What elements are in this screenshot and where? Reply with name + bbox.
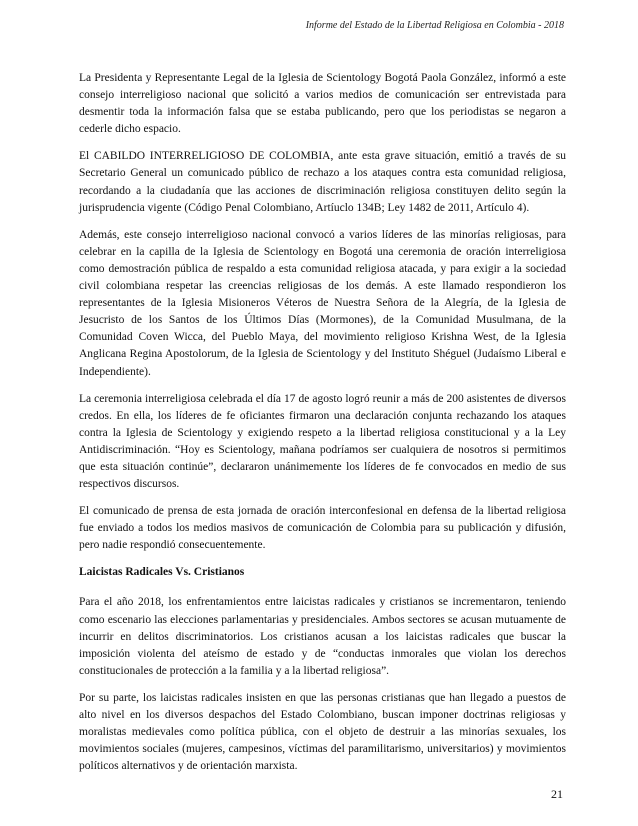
section-heading: Laicistas Radicales Vs. Cristianos <box>79 566 245 579</box>
running-header: Informe del Estado de la Libertad Religiosa en Colombia - 2018 <box>305 20 564 31</box>
paragraph: Para el año 2018, los enfrentamientos entre laicistas radicales y cristianos se incrementaron, teniendo como escenario las elecciones parlamentarias y presidenciales. Ambos sectores se acusan mutuamente de incurrir en delitos discriminatorios. Los cristianos acusan a los laicistas radicales que buscar la imposición violenta del ateísmo de estado y de “conductas inmorales que violan los derechos constitucionales de protección a la familia y a la libertad religiosa”. <box>79 596 566 677</box>
paragraph: El CABILDO INTERRELIGIOSO DE COLOMBIA, ante esta grave situación, emitió a través de su Secretario General un comunicado público de rechazo a los ataques contra esta comunidad religiosa, recordando a la ciudadanía que las acciones de discriminación religiosa constituyen delito según la jurisprudencia vigente (Código Penal Colombiano, Artíuclo 134B; Ley 1482 de 2011, Artículo 4). <box>79 150 566 214</box>
paragraph: Además, este consejo interreligioso nacional convocó a varios líderes de las minorías religiosas, para celebrar en la capilla de la Iglesia de Scientology en Bogotá una ceremonia de oración interreligiosa como demostración pública de respaldo a esta comunidad religiosa atacada, y para exigir a la sociedad civil colombiana respetar las creencias religiosas de los demás. A este llamado respondieron los representantes de la Iglesia Misioneros Véteros de Nuestra Señora de la Alegría, de la Iglesia de Jesucristo de los Santos de los Últimos Días (Mormones), de la Comunidad Musulmana, de la Comunidad Coven Wicca, del Pueblo Maya, del movimiento religioso Krishna West, de la Iglesia Anglicana Regina Apostolorum, de la Iglesia de Scientology y del Instituto Shéguel (Judaísmo Liberal e Independiente). <box>79 228 566 378</box>
paragraph: La ceremonia interreligiosa celebrada el día 17 de agosto logró reunir a más de 200 asistentes de diversos credos. En ella, los líderes de fe oficiantes firmaron una declaración conjunta rechazando los ataques contra la Iglesia de Scientology y exigiendo respeto a la libertad religiosa constitucional y a la Ley Antidiscriminación. “Hoy es Scientology, mañana podríamos ser cualquiera de nosotros si permitimos que esta situación continúe”, declararon unánimemente los líderes de fe convocados en medio de sus respectivos discursos. <box>79 392 566 491</box>
page-number: 21 <box>551 787 563 801</box>
paragraph: El comunicado de prensa de esta jornada de oración interconfesional en defensa de la libertad religiosa fue enviado a todos los medios masivos de comunicación de Colombia para su publicación y difusión, pero nadie respondió consecuentemente. <box>79 505 566 552</box>
paragraph: Por su parte, los laicistas radicales insisten en que las personas cristianas que han llegado a puestos de alto nivel en los diversos despachos del Estado Colombiano, buscan imponer doctrinas religiosas y moralistas medievales como política pública, con el objeto de destruir a las minorías sexuales, los movimientos sociales (mujeres, campesinos, víctimas del paramilitarismo, universitarios) y movimientos políticos alternativos y de orientación marxista. <box>79 691 566 773</box>
page-body <box>79 70 566 785</box>
paragraph: La Presidenta y Representante Legal de la Iglesia de Scientology Bogotá Paola González, informó a este consejo interreligioso nacional que solicitó a varios medios de comunicación ser entrevistada para desmentir toda la información falsa que se estaba publicando, pero que los periodistas se negaron a cederle dicho espacio. <box>79 72 566 136</box>
